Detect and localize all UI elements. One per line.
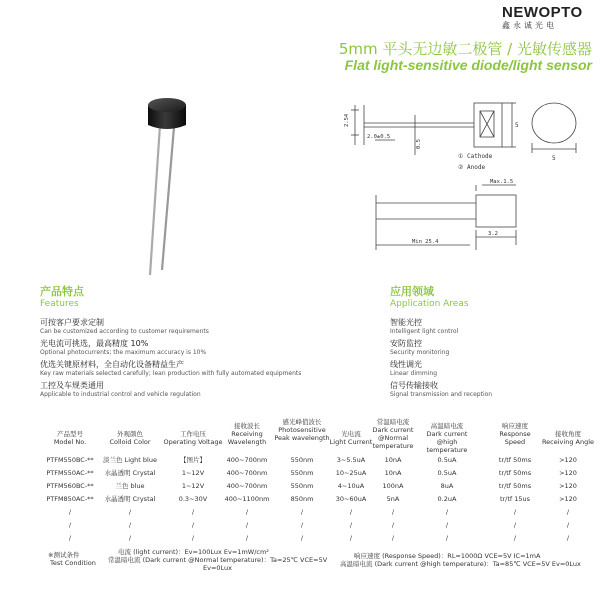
- table-cell: 【图片】: [180, 456, 206, 464]
- table-cell: /: [445, 534, 449, 542]
- table-cell: 3~5.5uA: [336, 456, 366, 464]
- table-cell: tr/tf 15us: [499, 495, 531, 503]
- test-condition-right: 响应速度 (Response Speed)：RL=1000Ω VCE=5V IC=1mA 高温暗电流 (Dark current @high temperature)：Ta=85℃ VCE=5V Ev=0Lux: [340, 552, 581, 568]
- product-title-en: Flat light-sensitive diode/light sensor: [344, 57, 592, 73]
- table-cell: 850nm: [290, 495, 314, 503]
- dimension-drawing: [340, 85, 595, 260]
- applications-title-cn: 应用领域: [390, 285, 434, 298]
- dim-05: 0.5: [416, 139, 422, 149]
- dim-5b: 5: [552, 155, 556, 162]
- table-cell: tr/tf 50ms: [498, 469, 532, 477]
- table-cell: 0.3~30V: [178, 495, 208, 503]
- table-cell: 水晶透明 Crystal: [104, 495, 156, 503]
- header-model: 产品型号 Model No.: [53, 430, 87, 446]
- header-response: 响应速度 Response Speed: [499, 422, 531, 446]
- table-cell: /: [245, 508, 249, 516]
- table-cell: 淡兰色 Light blue: [103, 456, 157, 464]
- table-cell: tr/tf 50ms: [498, 482, 532, 490]
- spec-table: [0, 418, 600, 558]
- table-cell: 水晶透明 Crystal: [104, 469, 156, 477]
- test-condition-left: 电流 (light current)：Ev=100Lux Ev=1mW/cm² 常温暗电流 (Dark current @Normal temperature)：Ta=25℃ VCE=5V Ev=0Lux: [108, 548, 328, 572]
- table-cell: 100nA: [382, 482, 404, 490]
- table-cell: PTFM550AC-**: [46, 469, 94, 477]
- application-item: 智能光控 Intelligent light control: [390, 318, 459, 335]
- table-cell: /: [566, 534, 570, 542]
- feature-item: 可按客户要求定制 Can be customized according to customer requirements: [40, 318, 209, 335]
- features-list: [40, 317, 301, 399]
- table-cell: 10~25uA: [335, 469, 367, 477]
- table-cell: /: [128, 534, 132, 542]
- table-cell: 400~700nm: [226, 469, 268, 477]
- table-cell: /: [349, 508, 353, 516]
- table-cell: >120: [559, 469, 577, 477]
- logo-subtitle: 鑫永诚光电: [502, 21, 557, 30]
- product-photo: [120, 85, 230, 285]
- table-cell: 10nA: [384, 469, 402, 477]
- table-cell: 10nA: [384, 456, 402, 464]
- table-cell: /: [300, 534, 304, 542]
- feature-item: 工控及车规类通用 Applicable to industrial control and vehicle regulation: [40, 381, 201, 398]
- application-item: 线性调光 Linear dimming: [390, 360, 437, 377]
- table-cell: /: [566, 521, 570, 529]
- table-cell: >120: [559, 456, 577, 464]
- dim-min254: Min 25.4: [412, 239, 439, 245]
- legend-anode: ② Anode: [458, 164, 486, 171]
- header-peak: 感光峰值波长 Photosensitive Peak wavelength: [274, 418, 330, 442]
- table-cell: 0.5uA: [437, 469, 457, 477]
- dim-max15: Max.1.5: [490, 179, 514, 185]
- application-item: 信号传输接收 Signal transmission and reception: [390, 381, 493, 398]
- table-cell: /: [300, 521, 304, 529]
- table-cell: /: [128, 508, 132, 516]
- table-cell: /: [513, 521, 517, 529]
- logo-text: NEWOPTO: [502, 4, 583, 21]
- table-cell: /: [391, 521, 395, 529]
- table-cell: /: [68, 534, 72, 542]
- table-cell: >120: [559, 495, 577, 503]
- table-cell: /: [245, 534, 249, 542]
- table-cell: 5nA: [386, 495, 400, 503]
- legend-cathode: ① Cathode: [458, 153, 493, 160]
- feature-item: 光电流可挑选，最高精度 10% Optional photocurrents; the maximum accuracy is 10%: [40, 339, 207, 356]
- table-cell: /: [191, 508, 195, 516]
- features-section: [40, 283, 301, 401]
- table-cell: /: [300, 508, 304, 516]
- table-cell: /: [191, 521, 195, 529]
- table-cell: 4~10uA: [337, 482, 365, 490]
- table-cell: PTFM550BC-**: [46, 456, 94, 464]
- table-cell: 400~1100nm: [224, 495, 270, 503]
- header-color: 外观颜色 Colloid Color: [109, 430, 151, 446]
- dim-20: 2.0±0.5: [367, 134, 391, 140]
- dim-5a: 5: [515, 122, 519, 129]
- table-cell: /: [566, 508, 570, 516]
- table-cell: 1~12V: [181, 482, 205, 490]
- table-cell: 550nm: [290, 456, 314, 464]
- table-cell: 400~700nm: [226, 482, 268, 490]
- table-cell: 550nm: [290, 482, 314, 490]
- table-cell: 0.2uA: [437, 495, 457, 503]
- dim-32: 3.2: [488, 231, 498, 237]
- header-light-current: 光电流 Light Current: [329, 430, 373, 446]
- features-title-en: Features: [40, 299, 79, 309]
- table-cell: /: [445, 521, 449, 529]
- features-title-cn: 产品特点: [40, 285, 84, 298]
- applications-title-en: Application Areas: [390, 299, 469, 309]
- test-condition-label: ※测试条件 Test Condition: [48, 551, 96, 567]
- table-cell: /: [68, 521, 72, 529]
- table-cell: >120: [559, 482, 577, 490]
- table-cell: /: [349, 521, 353, 529]
- table-cell: PTFM560BC-**: [46, 482, 94, 490]
- header-wavelength: 接收波长 Receiving Wavelength: [227, 422, 267, 446]
- table-cell: 550nm: [290, 469, 314, 477]
- table-cell: 1~12V: [181, 469, 205, 477]
- table-cell: 30~60uA: [335, 495, 367, 503]
- brand-logo: [502, 4, 598, 31]
- table-cell: /: [513, 534, 517, 542]
- table-cell: PTFM850AC-**: [46, 495, 94, 503]
- table-cell: /: [513, 508, 517, 516]
- table-cell: /: [245, 521, 249, 529]
- table-cell: tr/tf 50ms: [498, 456, 532, 464]
- table-cell: /: [445, 508, 449, 516]
- table-cell: 400~700nm: [226, 456, 268, 464]
- feature-item: 优选关键原材料，全自动化设备精益生产 Key raw materials selected carefully; lean production with fully automated equipments: [40, 360, 302, 377]
- table-cell: /: [68, 508, 72, 516]
- dim-254: 2.54: [344, 113, 350, 127]
- table-cell: 8uA: [440, 482, 454, 490]
- table-cell: 0.5uA: [437, 456, 457, 464]
- table-cell: /: [391, 534, 395, 542]
- table-cell: /: [191, 534, 195, 542]
- application-item: 安防监控 Security monitoring: [390, 339, 450, 356]
- header-dark-high: 高温暗电流 Dark current @high temperature: [426, 422, 468, 454]
- header-voltage: 工作电压 Operating Voltage: [163, 430, 223, 446]
- table-cell: /: [391, 508, 395, 516]
- table-cell: /: [349, 534, 353, 542]
- table-cell: /: [128, 521, 132, 529]
- applications-section: [390, 283, 492, 401]
- header-angle: 接收角度 Receiving Angle: [541, 430, 595, 446]
- applications-list: [390, 317, 492, 399]
- product-title-cn: 5mm 平头无边敏二极管 / 光敏传感器: [338, 40, 592, 58]
- header-dark-normal: 常温暗电流 Dark current @Normal temperature: [372, 418, 414, 450]
- table-cell: 兰色 blue: [115, 482, 145, 490]
